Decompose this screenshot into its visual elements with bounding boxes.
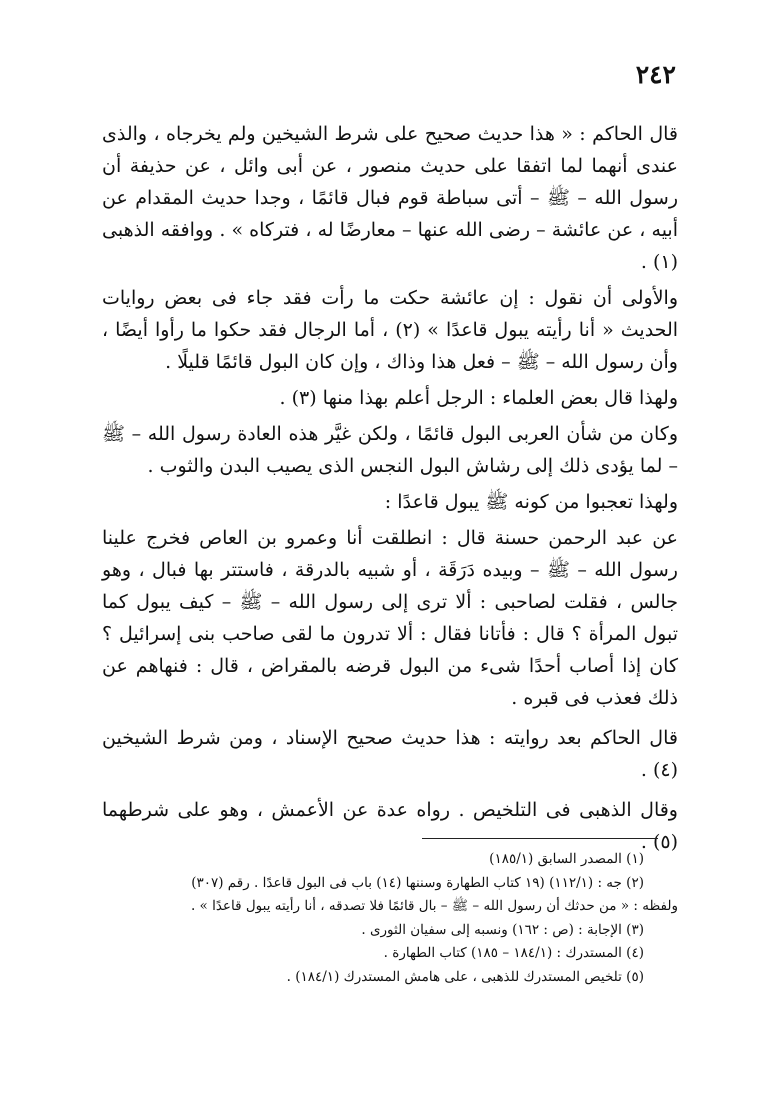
paragraph: وقال الذهبى فى التلخيص . رواه عدة عن الأعمش ، وهو على شرطهما (٥) .	[102, 799, 678, 853]
footnote: (٥) تلخيص المستدرك للذهبى ، على هامش المستدرك (١٨٤/١) .	[286, 968, 644, 985]
footnotes	[100, 848, 678, 989]
footnote-continuation: ولفظه : « من حدثك أن رسول الله – ﷺ – بال قائمًا فلا تصدقه ، أنا رأيته يبول قاعدًا » .	[190, 898, 678, 914]
paragraph: قال الحاكم بعد روايته : هذا حديث صحيح الإسناد ، ومن شرط الشيخين (٤) .	[102, 727, 678, 781]
paragraph: ولهذا تعجبوا من كونه ﷺ يبول قاعدًا :	[384, 491, 678, 513]
footnote: (١) المصدر السابق (١٨٥/١)	[489, 851, 644, 867]
paragraph: قال الحاكم : « هذا حديث صحيح على شرط الشيخين ولم يخرجاه ، والذى عندى أنهما لما اتفقا على حديث منصور ، عن أبى وائل ، عن حذيفة أن رسول الله – ﷺ – أتى سباطة قوم فبال قائمًا ، وجدا حديث المقدام عن أبيه ، عن عائشة – رضى الله عنها – معارضًا له ، فتركاه » . ووافقه الذهبى (١) .	[102, 123, 678, 273]
main-text	[102, 118, 678, 862]
footnote-divider	[422, 838, 658, 839]
footnote: (٢) جه : (١١٢/١) (١٩ كتاب الطهارة وسننها (١٤) باب فى البول قاعدًا . رقم (٣٠٧)	[191, 874, 644, 891]
paragraph: والأولى أن نقول : إن عائشة حكت ما رأت فقد جاء فى بعض روايات الحديث « أنا رأيته يبول قاعدًا » (٢) ، أما الرجال فقد حكوا ما رأوا أيضًا ، وأن رسول الله – ﷺ – فعل هذا وذاك ، وإن كان البول قائمًا قليلًا .	[102, 287, 679, 373]
paragraph: عن عبد الرحمن حسنة قال : انطلقت أنا وعمرو بن العاص فخرج علينا رسول الله – ﷺ – وبيده دَرَقَة ، أو شبيه بالدرقة ، فاستتر بها فبال ، وهو جالس ، فقلت لصاحبى : ألا ترى إلى رسول الله – ﷺ – كيف يبول كما تبول المرأة ؟ قال : فأتانا فقال : ألا تدرون ما لقى صاحب بنى إسرائيل ؟ كان إذا أصاب أحدًا شىء من البول قرضه بالمقراض ، قال : فنهاهم عن ذلك فعذب فى قبره .	[102, 527, 678, 709]
footnote: (٤) المستدرك : (١٨٤/١ – ١٨٥) كتاب الطهارة .	[383, 945, 644, 961]
paragraph: ولهذا قال بعض العلماء : الرجل أعلم بهذا منها (٣) .	[279, 387, 678, 409]
paragraph: وكان من شأن العربى البول قائمًا ، ولكن غيَّر هذه العادة رسول الله – ﷺ – لما يؤدى ذلك إلى رشاش البول النجس الذى يصيب البدن والثوب .	[102, 423, 678, 477]
footnote: (٣) الإجابة : (ص : ١٦٢) ونسبه إلى سفيان الثورى .	[361, 921, 644, 938]
page-number: ٢٤٢	[635, 60, 676, 89]
